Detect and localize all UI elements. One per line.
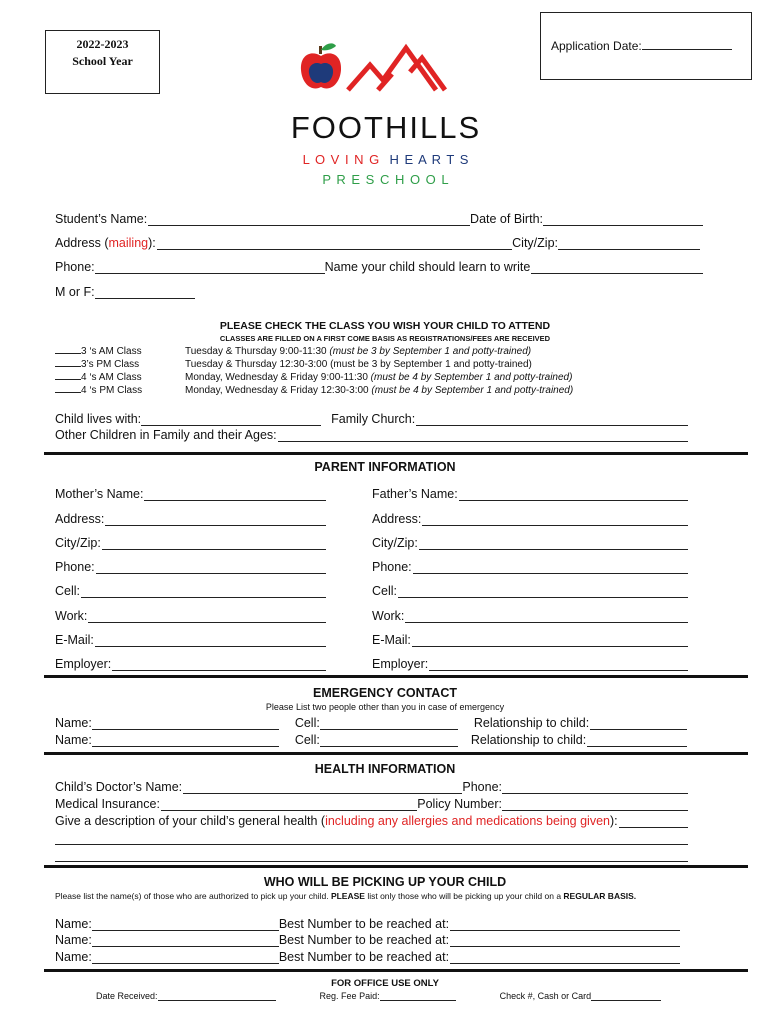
dob-field[interactable] — [543, 213, 703, 226]
pickup-subtitle: Please list the name(s) of those who are authorized to pick up your child. PLEASE list only those who will be picking up your child on a REGULAR BASIS. — [55, 891, 637, 901]
pickup-name-label: Name: — [55, 933, 92, 947]
mother-address-field[interactable] — [105, 513, 326, 526]
list-item — [55, 344, 695, 357]
doctor-phone-field[interactable] — [502, 781, 688, 794]
health-description-line-2[interactable] — [55, 828, 688, 845]
father-employer-field[interactable] — [429, 658, 688, 671]
phone-field[interactable] — [95, 261, 325, 274]
father-email-label: E-Mail: — [372, 633, 411, 648]
pickup-row — [55, 931, 680, 948]
payment-method-field[interactable] — [591, 991, 661, 1001]
section-divider — [44, 452, 748, 455]
father-work-label: Work: — [372, 608, 405, 623]
father-phone-label: Phone: — [372, 560, 412, 575]
emergency-name-label: Name: — [55, 716, 92, 730]
father-cityzip-field[interactable] — [419, 537, 688, 550]
preschool-logo — [270, 40, 500, 190]
school-year-label: School Year — [72, 54, 133, 68]
mother-cityzip-field[interactable] — [102, 537, 326, 550]
list-item — [55, 370, 695, 383]
application-date-field[interactable] — [642, 37, 732, 50]
class-note: (must be 3 by September 1 and potty-trained) — [330, 359, 532, 370]
pickup-list — [55, 914, 680, 964]
class-schedule: Tuesday & Thursday 12:30-3:00 — [185, 359, 328, 370]
logo-loving: L O V I N G — [302, 152, 381, 167]
gender-field[interactable] — [95, 286, 195, 299]
pickup-number-label: Best Number to be reached at: — [278, 933, 450, 947]
mother-phone-field[interactable] — [96, 561, 326, 574]
phone-label: Phone: — [55, 260, 95, 274]
class-name: 4 ‘s AM Class — [81, 372, 142, 383]
policy-label: Policy Number: — [417, 797, 502, 811]
pickup-title: WHO WILL BE PICKING UP YOUR CHILD — [263, 875, 507, 889]
class-name: 4 ‘s PM Class — [81, 385, 143, 396]
mother-email-field[interactable] — [95, 634, 326, 647]
pickup-row — [55, 947, 680, 964]
father-cityzip-label: City/Zip: — [372, 535, 418, 550]
section-divider — [44, 865, 748, 868]
cityzip-label: City/Zip: — [512, 236, 558, 250]
mother-column — [55, 477, 326, 671]
father-address-field[interactable] — [422, 513, 688, 526]
date-received-label: Date Received: — [96, 991, 158, 1001]
section-divider — [44, 675, 748, 678]
emergency-cell-label: Cell: — [294, 716, 320, 730]
emergency-relationship-label: Relationship to child: — [473, 716, 590, 730]
emergency-name-label: Name: — [55, 733, 92, 747]
student-name-field[interactable] — [148, 213, 470, 226]
address-field[interactable] — [157, 237, 512, 250]
application-date-box — [540, 12, 752, 80]
father-cell-label: Cell: — [372, 584, 398, 599]
pickup-number-label: Best Number to be reached at: — [278, 949, 450, 964]
father-employer-label: Employer: — [372, 657, 429, 672]
doctor-field[interactable] — [183, 781, 462, 794]
cityzip-field[interactable] — [558, 237, 700, 250]
pickup-number-field-1[interactable] — [450, 918, 680, 931]
father-column — [372, 477, 688, 671]
address-label: Address (mailing): — [55, 236, 156, 250]
application-date-label: Application Date: — [551, 39, 642, 53]
class-note: (must be 4 by September 1 and potty-trained) — [371, 385, 574, 396]
list-item — [55, 357, 695, 370]
church-field[interactable] — [416, 413, 688, 426]
emergency-contact-row — [55, 730, 687, 747]
class-schedule: Monday, Wednesday & Friday 9:00-11:30 — [185, 372, 368, 383]
pickup-name-label: Name: — [55, 949, 92, 964]
student-row-1 — [55, 212, 703, 226]
pickup-number-label: Best Number to be reached at: — [278, 916, 450, 931]
mother-cell-field[interactable] — [81, 585, 326, 598]
mother-cityzip-label: City/Zip: — [55, 535, 101, 550]
father-email-field[interactable] — [412, 634, 688, 647]
class-note: (must be 3 by September 1 and potty-trained) — [329, 346, 532, 357]
mother-address-label: Address: — [55, 511, 105, 526]
class-title: PLEASE CHECK THE CLASS YOU WISH YOUR CHILD TO ATTEND — [219, 320, 551, 332]
list-item — [55, 383, 695, 396]
class-checkbox-4pm[interactable] — [55, 383, 81, 393]
class-list — [55, 344, 695, 396]
section-divider — [44, 969, 748, 972]
father-address-label: Address: — [372, 511, 422, 526]
father-cell-field[interactable] — [398, 585, 688, 598]
health-description-field[interactable] — [619, 815, 688, 828]
pickup-name-field-3[interactable] — [92, 951, 279, 964]
date-received-field[interactable] — [158, 991, 276, 1001]
reg-fee-label: Reg. Fee Paid: — [319, 991, 380, 1001]
pickup-number-field-2[interactable] — [450, 934, 680, 947]
mother-phone-label: Phone: — [55, 560, 95, 575]
class-subtitle: CLASSES ARE FILLED ON A FIRST COME BASIS AS REGISTRATIONS/FEES ARE RECEIVED — [219, 334, 551, 343]
church-label: Family Church: — [331, 412, 416, 426]
other-children-label: Other Children in Family and their Ages: — [55, 428, 277, 442]
student-row-4 — [55, 285, 195, 299]
emergency-relationship-field-1[interactable] — [590, 717, 687, 730]
section-divider — [44, 752, 748, 755]
health-description-label: Give a description of your child’s general health (including any allergies and medications being given): — [55, 814, 618, 828]
health-title: HEALTH INFORMATION — [314, 762, 456, 776]
class-checkbox-4am[interactable] — [55, 370, 81, 380]
emergency-title: EMERGENCY CONTACT — [313, 686, 457, 700]
student-row-3 — [55, 260, 703, 274]
pickup-number-field-3[interactable] — [450, 951, 680, 964]
class-checkbox-3am[interactable] — [55, 344, 81, 354]
health-description-line-3[interactable] — [55, 845, 688, 862]
emergency-cell-field-1[interactable] — [320, 717, 458, 730]
write-name-field[interactable] — [531, 261, 703, 274]
reg-fee-field[interactable] — [380, 991, 456, 1001]
other-children-field[interactable] — [278, 429, 688, 442]
class-note: (must be 4 by September 1 and potty-trained) — [370, 372, 573, 383]
pickup-name-label: Name: — [55, 916, 92, 931]
lives-with-label: Child lives with: — [55, 412, 142, 426]
emergency-cell-label: Cell: — [294, 733, 320, 747]
emergency-name-field-1[interactable] — [92, 717, 279, 730]
pickup-row — [55, 914, 680, 931]
father-work-field[interactable] — [405, 610, 688, 623]
emergency-contact-row — [55, 713, 687, 730]
class-name: 3’s PM Class — [81, 359, 140, 370]
office-row — [96, 991, 661, 1001]
mother-work-label: Work: — [55, 608, 88, 623]
emergency-name-field-2[interactable] — [92, 734, 279, 747]
health-fields — [55, 777, 688, 862]
doctor-label: Child’s Doctor’s Name: — [55, 780, 183, 794]
logo-title: FOOTHILLS — [290, 110, 482, 145]
school-year-range: 2022-2023 — [76, 37, 129, 51]
student-row-2 — [55, 236, 700, 250]
student-name-label: Student’s Name: — [55, 212, 148, 226]
emergency-contacts — [55, 713, 687, 747]
class-checkbox-3pm[interactable] — [55, 357, 81, 367]
father-phone-field[interactable] — [413, 561, 688, 574]
apple-mountains-icon — [270, 40, 510, 110]
write-name-label: Name your child should learn to write — [324, 260, 531, 274]
emergency-relationship-label: Relationship to child: — [470, 733, 587, 747]
family-row-1 — [55, 412, 688, 426]
class-schedule: Monday, Wednesday & Friday 12:30-3:00 — [185, 385, 369, 396]
mother-employer-label: Employer: — [55, 657, 112, 672]
lives-with-field[interactable] — [141, 413, 321, 426]
family-row-2 — [55, 428, 688, 442]
mother-name-field[interactable] — [144, 488, 326, 501]
emergency-cell-field-2[interactable] — [320, 734, 458, 747]
logo-hearts: H E A R T S — [389, 152, 470, 167]
father-name-field[interactable] — [459, 488, 688, 501]
dob-label: Date of Birth: — [470, 212, 543, 226]
class-name: 3 ‘s AM Class — [81, 346, 142, 357]
logo-line2 — [276, 152, 496, 167]
mother-email-label: E-Mail: — [55, 633, 94, 648]
class-schedule: Tuesday & Thursday 9:00-11:30 — [185, 346, 327, 357]
mother-work-field[interactable] — [88, 610, 326, 623]
mother-cell-label: Cell: — [55, 584, 81, 599]
doctor-phone-label: Phone: — [462, 780, 502, 794]
insurance-field[interactable] — [161, 798, 417, 811]
policy-field[interactable] — [502, 798, 688, 811]
mother-name-label: Mother’s Name: — [55, 487, 144, 502]
insurance-label: Medical Insurance: — [55, 797, 160, 811]
father-name-label: Father’s Name: — [372, 487, 458, 502]
pickup-name-field-2[interactable] — [92, 934, 279, 947]
pickup-name-field-1[interactable] — [92, 918, 279, 931]
mother-employer-field[interactable] — [112, 658, 326, 671]
payment-method-label: Check #, Cash or Card — [499, 991, 592, 1001]
parent-info-title: PARENT INFORMATION — [314, 460, 456, 474]
emergency-subtitle: Please List two people other than you in case of emergency — [265, 702, 505, 712]
school-year-box — [45, 30, 160, 94]
logo-preschool: P R E S C H O O L — [322, 172, 450, 187]
office-title: FOR OFFICE USE ONLY — [331, 978, 439, 989]
emergency-relationship-field-2[interactable] — [587, 734, 687, 747]
gender-label: M or F: — [55, 285, 95, 299]
